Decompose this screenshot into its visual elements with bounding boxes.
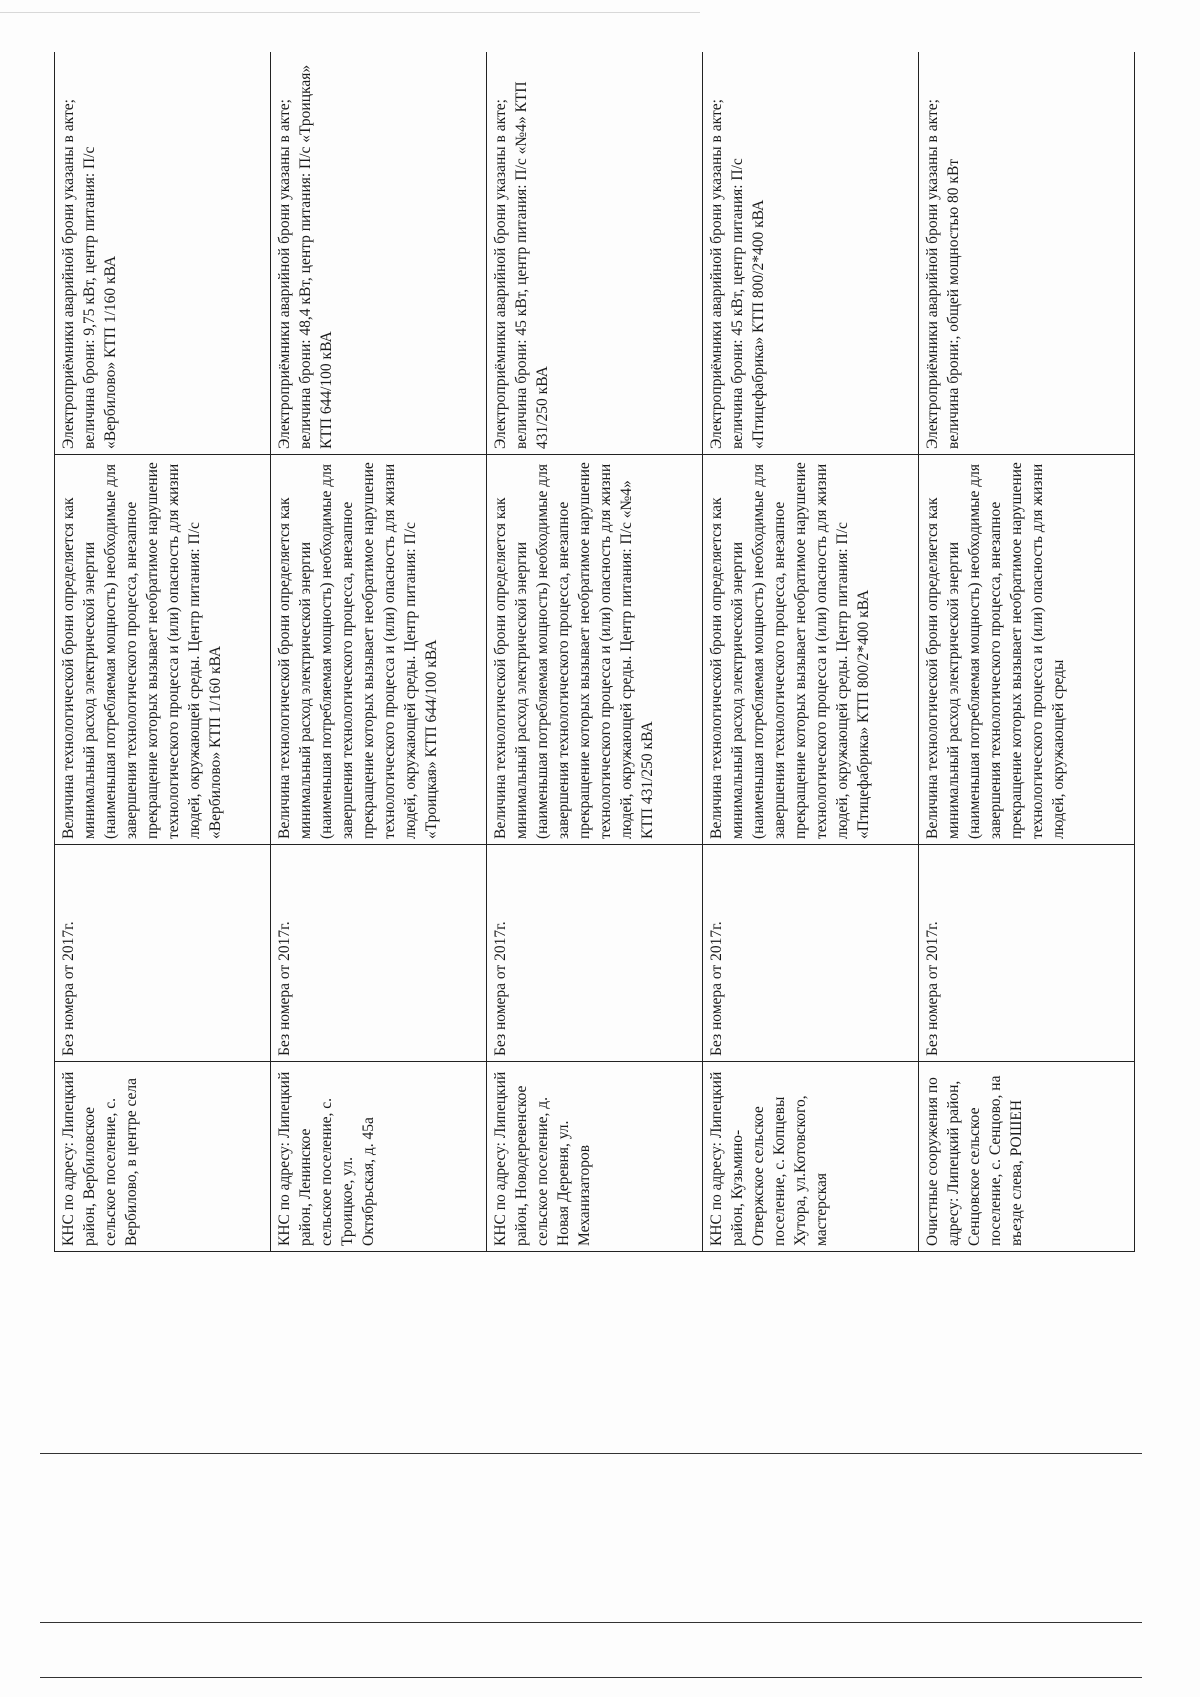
rotated-table	[54, 52, 1142, 1252]
emergency-reserve-cell: Электроприёмники аварийной брони указаны в акте; величина брони: 9,75 кВт, центр питания: П/с «Вербилово» КТП 1/160 кВА	[55, 52, 271, 455]
object-address-cell: Очистные сооружения по адресу: Липецкий район, Сенцовское сельское поселение, с. Сенцово, на въезде слева, РОШЕН	[919, 1062, 1135, 1252]
technological-reserve-cell: Величина технологической брони определяется как минимальный расход электрической энергии (наименьшая потребляемая мощность) необходимые для завершения технологического процесса, внезапное прекращение которых вызывает необратимое нарушение технологического процесса и (или) опасность для жизни людей, окружающей среды. Центр питания: П/с «№4» КТП 431/250 кВА	[487, 455, 703, 845]
object-address-cell: КНС по адресу: Липецкий район, Новодеревенское сельское поселение, д. Новая Деревня, ул. Механизаторов	[487, 1062, 703, 1252]
act-reference-cell: Без номера от 2017г.	[487, 845, 703, 1062]
table-row	[919, 52, 1135, 1252]
emergency-reserve-cell: Электроприёмники аварийной брони указаны в акте; величина брони: 48,4 кВт, центр питания: П/с «Троицкая» КТП 644/100 кВА	[271, 52, 487, 455]
table-row	[703, 52, 919, 1252]
emergency-reserve-cell: Электроприёмники аварийной брони указаны в акте; величина брони: 45 кВт, центр питания: П/с «Птицефабрика» КТП 800/2*400 кВА	[703, 52, 919, 455]
technological-reserve-cell: Величина технологической брони определяется как минимальный расход электрической энергии (наименьшая потребляемая мощность) необходимые для завершения технологического процесса, внезапное прекращение которых вызывает необратимое нарушение технологического процесса и (или) опасность для жизни людей, окружающей среды. Центр питания: П/с «Вербилово» КТП 1/160 кВА	[55, 455, 271, 845]
object-address-cell: КНС по адресу: Липецкий район, Ленинское сельское поселение, с. Троицкое, ул. Октябрьская, д. 45а	[271, 1062, 487, 1252]
horizontal-rule	[40, 1453, 1142, 1454]
horizontal-rule	[40, 1622, 1142, 1623]
act-reference-cell: Без номера от 2017г.	[55, 845, 271, 1062]
power-reserve-table	[54, 52, 1135, 1252]
table-row	[271, 52, 487, 1252]
rotated-table-container	[54, 52, 1142, 1252]
emergency-reserve-cell: Электроприёмники аварийной брони указаны в акте; величина брони:, общей мощностью 80 кВт	[919, 52, 1135, 455]
act-reference-cell: Без номера от 2017г.	[271, 845, 487, 1062]
act-reference-cell: Без номера от 2017г.	[703, 845, 919, 1062]
scan-edge-artifact	[0, 12, 700, 13]
table-row	[55, 52, 271, 1252]
table-row	[487, 52, 703, 1252]
emergency-reserve-cell: Электроприёмники аварийной брони указаны в акте; величина брони: 45 кВт, центр питания: П/с «№4» КТП 431/250 кВА	[487, 52, 703, 455]
technological-reserve-cell: Величина технологической брони определяется как минимальный расход электрической энергии (наименьшая потребляемая мощность) необходимые для завершения технологического процесса, внезапное прекращение которых вызывает необратимое нарушение технологического процесса и (или) опасность для жизни людей, окружающей среды. Центр питания: П/с «Птицефабрика» КТП 800/2*400 кВА	[703, 455, 919, 845]
horizontal-rule	[40, 1677, 1142, 1678]
object-address-cell: КНС по адресу: Липецкий район, Кузьмино-Отвержское сельское поселение, с. Копцевы Хутора, ул.Котовского, мастерская	[703, 1062, 919, 1252]
technological-reserve-cell: Величина технологической брони определяется как минимальный расход электрической энергии (наименьшая потребляемая мощность) необходимые для завершения технологического процесса, внезапное прекращение которых вызывает необратимое нарушение технологического процесса и (или) опасность для жизни людей, окружающей среды. Центр питания: П/с «Троицкая» КТП 644/100 кВА	[271, 455, 487, 845]
object-address-cell: КНС по адресу: Липецкий район, Вербиловское сельское поселение, с. Вербилово, в центре села	[55, 1062, 271, 1252]
act-reference-cell: Без номера от 2017г.	[919, 845, 1135, 1062]
technological-reserve-cell: Величина технологической брони определяется как минимальный расход электрической энергии (наименьшая потребляемая мощность) необходимые для завершения технологического процесса, внезапное прекращение которых вызывает необратимое нарушение технологического процесса и (или) опасность для жизни людей, окружающей среды	[919, 455, 1135, 845]
